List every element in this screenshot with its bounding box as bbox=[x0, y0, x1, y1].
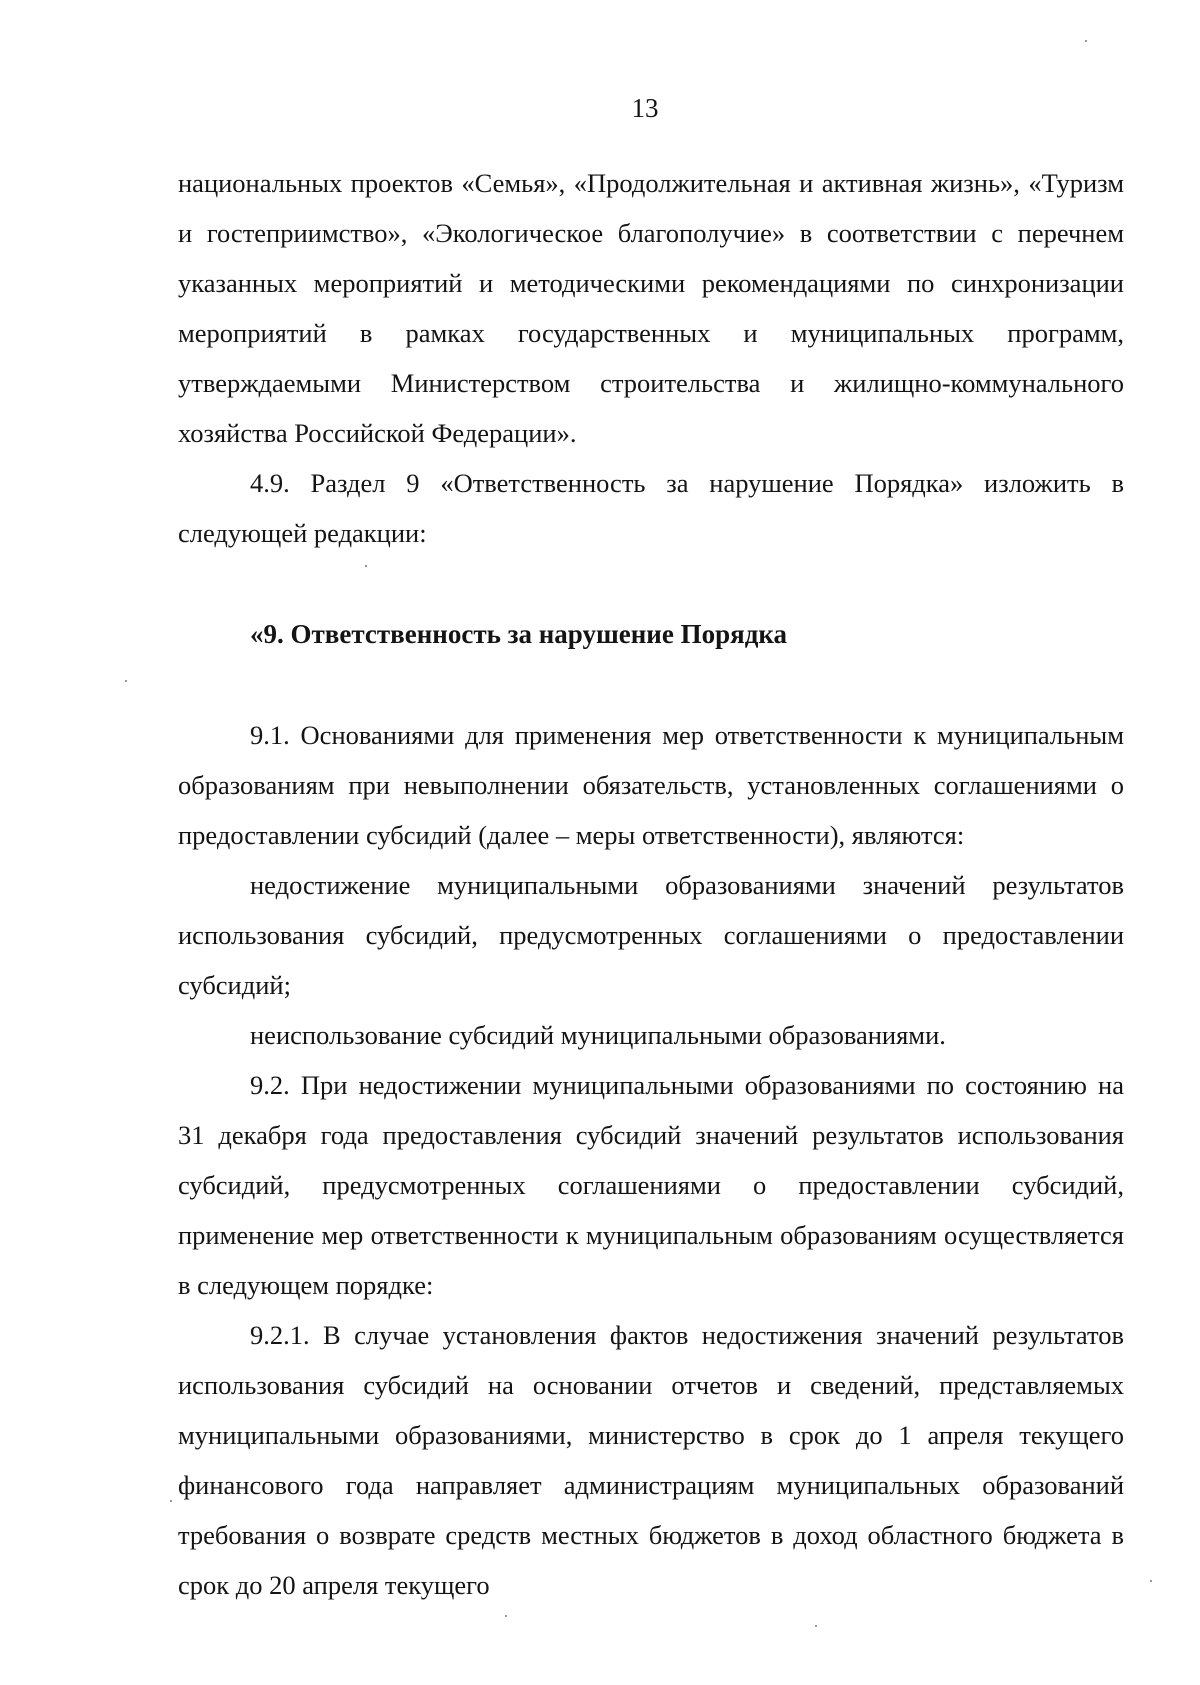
paragraph-non-achievement: недостижение муниципальными образованиями значений результатов использования субсидий, предусмотренных соглашениями о предоставлении субсидий; bbox=[178, 870, 1124, 1000]
paragraph-non-use: неиспользование субсидий муниципальными образованиями. bbox=[250, 1020, 946, 1050]
page-number: 13 bbox=[631, 93, 659, 123]
scan-speck bbox=[815, 1625, 817, 1627]
scan-speck bbox=[505, 1615, 507, 1617]
scan-speck bbox=[170, 1500, 172, 1502]
scan-speck bbox=[1085, 40, 1087, 42]
scan-speck bbox=[365, 565, 367, 567]
paragraph-9-2-1: 9.2.1. В случае установления фактов недостижения значений результатов использования субсидий на основании отчетов и сведений, представляемых муниципальными образованиями, министерство в срок до 1 апреля текущего финансового года направляет администрациям муниципальных образований требования о возврате средств местных бюджетов в доход областного бюджета в срок до 20 апреля текущего bbox=[178, 1320, 1124, 1600]
document-body bbox=[178, 158, 1124, 1610]
scan-speck bbox=[1150, 1580, 1152, 1582]
scan-speck bbox=[125, 680, 127, 682]
paragraph-4-9: 4.9. Раздел 9 «Ответственность за нарушение Порядка» изложить в следующей редакции: bbox=[178, 468, 1124, 548]
paragraph-9-1: 9.1. Основаниями для применения мер ответственности к муниципальным образованиям при невыполнении обязательств, установленных соглашениями о предоставлении субсидий (далее – меры ответственности), являются: bbox=[178, 720, 1124, 850]
paragraph-9-2: 9.2. При недостижении муниципальными образованиями по состоянию на 31 декабря года предоставления субсидий значений результатов использования субсидий, предусмотренных соглашениями о предоставлении субсидий, применение мер ответственности к муниципальным образованиям осуществляется в следующем порядке: bbox=[178, 1070, 1124, 1300]
section-heading: «9. Ответственность за нарушение Порядка bbox=[250, 619, 787, 649]
paragraph-continuation: национальных проектов «Семья», «Продолжительная и активная жизнь», «Туризм и гостеприимство», «Экологическое благополучие» в соответствии с перечнем указанных мероприятий и методическими рекомендациями по синхронизации мероприятий в рамках государственных и муниципальных программ, утверждаемыми Министерством строительства и жилищно-коммунального хозяйства Российской Федерации». bbox=[178, 168, 1124, 448]
